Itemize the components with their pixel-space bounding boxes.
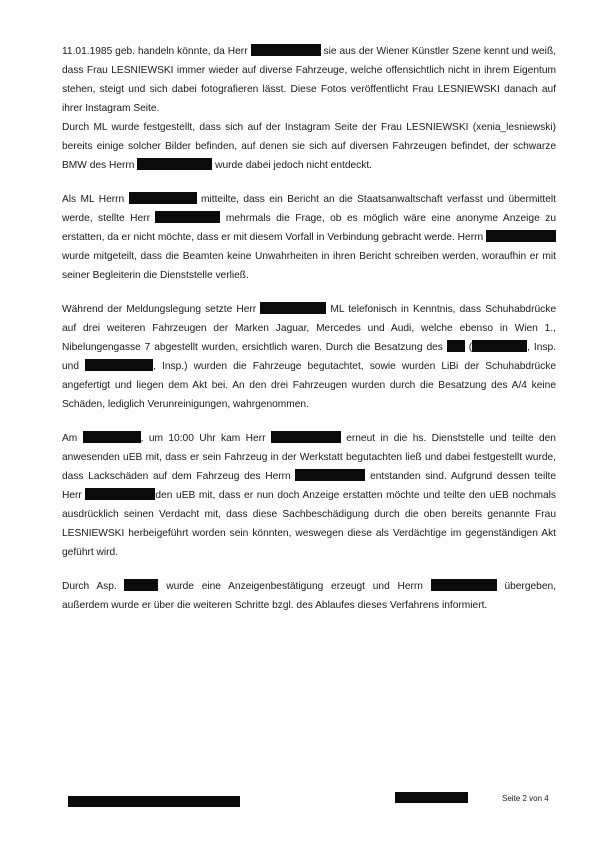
redaction-bar <box>447 340 465 352</box>
redaction-bar <box>271 431 341 443</box>
paragraph-text: , Insp.) wurden die Fahrzeuge begutachtet, sowie wurden LiBi der Schuhabdrücke angefertigt und liegen dem Akt bei. An den drei Fahrzeugen wurden durch die Besatzung des A/4 keine Schäden, lediglich Verunreinigungen, wahrgenommen. <box>62 361 557 410</box>
redaction-bar <box>137 158 212 170</box>
paragraph <box>62 577 556 615</box>
redaction-bar <box>83 431 141 443</box>
paragraph-text: Durch ML wurde festgestellt, dass sich auf der Instagram Seite der Frau LESNIEWSKI (xenia_lesniewski) bereits einige solcher Bilder befinden, auf denen sie sich auf diversen Fahrzeugen befindet, der schwarze BMW des Herrn <box>62 122 556 171</box>
paragraph-text: wurde mitgeteilt, dass die Beamten keine Unwahrheiten in ihren Bericht schreiben werden, woraufhin er mit seiner Begleiterin die Dienststelle verließ. <box>62 251 556 281</box>
redaction-bar <box>124 579 158 591</box>
paragraph-text: erneut in die hs. Dienststelle und teilte den anwesenden uEB mit, dass er sein Fahrzeug in der Werkstatt begutachten ließ und dabei festgestellt wurde, dass Lackschäden auf dem Fahrzeug des Herrn <box>62 433 556 482</box>
paragraph-text: entstanden sind. Aufgrund dessen teilte Herr <box>62 471 556 501</box>
paragraph <box>62 42 556 175</box>
paragraph <box>62 429 556 562</box>
redaction-bar <box>295 469 365 481</box>
document-body <box>62 42 556 615</box>
paragraph-text: ML telefonisch in Kenntnis, dass Schuhabdrücke auf drei weiteren Fahrzeugen der Marken Jaguar, Mercedes und Audi, welche ebenso in Wien 1., Nibelungengasse 7 abgestellt wurden, ersichtlich waren. Durch die Besatzung des <box>62 304 556 353</box>
redaction-bar <box>155 211 220 223</box>
footer-redaction-right <box>395 792 468 803</box>
paragraph-text: wurde dabei jedoch nicht entdeckt. <box>212 160 373 171</box>
redaction-bar <box>260 302 326 314</box>
paragraph-text: den uEB mit, dass er nun doch Anzeige erstatten möchte und teilte den uEB nochmals ausdrücklich seinen Verdacht mit, dass diese Sachbeschädigung durch die oben bereits genannte Frau LESNIEWSKI herbeigeführt worden sein könnten, weswegen diese als Verdächtige im gegenständigen Akt geführt wird. <box>62 490 556 558</box>
paragraph-text: Als ML Herrn <box>62 194 129 205</box>
paragraph-text: wurde eine Anzeigenbestätigung erzeugt und Herrn <box>158 581 431 592</box>
redaction-bar <box>85 488 155 500</box>
paragraph-text: ( <box>464 342 473 353</box>
paragraph-text: mitteilte, dass ein Bericht an die Staatsanwaltschaft verfasst und übermittelt werde, stellte Herr <box>62 194 557 224</box>
page-number: Seite 2 von 4 <box>502 794 549 803</box>
redaction-bar <box>129 192 197 204</box>
paragraph-text: übergeben, außerdem wurde er über die weiteren Schritte bzgl. des Ablaufes dieses Verfahrens informiert. <box>62 581 556 611</box>
paragraph-text: sie aus der Wiener Künstler Szene kennt und weiß, dass Frau LESNIEWSKI immer wieder auf diverse Fahrzeuge, welche offensichtlich nicht in ihrem Eigentum stehen, steigt und sich dabei fotografieren lässt. Diese Fotos veröffentlicht Frau LESNIEWSKI danach auf ihrer Instagram Seite. <box>62 46 557 114</box>
redaction-bar <box>472 340 527 352</box>
paragraph-text: Durch Asp. <box>62 581 125 592</box>
paragraph <box>62 190 556 285</box>
paragraph-text: , Insp. und <box>62 342 556 372</box>
paragraph <box>62 300 556 414</box>
paragraph-text: , um 10:00 Uhr kam Herr <box>140 433 271 444</box>
redaction-bar <box>486 230 556 242</box>
paragraph-text: 11.01.1985 geb. handeln könnte, da Herr <box>62 46 251 57</box>
redaction-bar <box>251 44 321 56</box>
redaction-bar <box>85 359 153 371</box>
paragraph-text: Während der Meldungslegung setzte Herr <box>62 304 261 315</box>
paragraph-text: Am <box>62 433 83 444</box>
footer-redaction-left <box>68 796 240 807</box>
paragraph-text: mehrmals die Frage, ob es möglich wäre eine anonyme Anzeige zu erstatten, da er nicht möchte, dass er mit diesem Vorfall in Verbindung gebracht werde. Herrn <box>62 213 556 243</box>
redaction-bar <box>431 579 497 591</box>
